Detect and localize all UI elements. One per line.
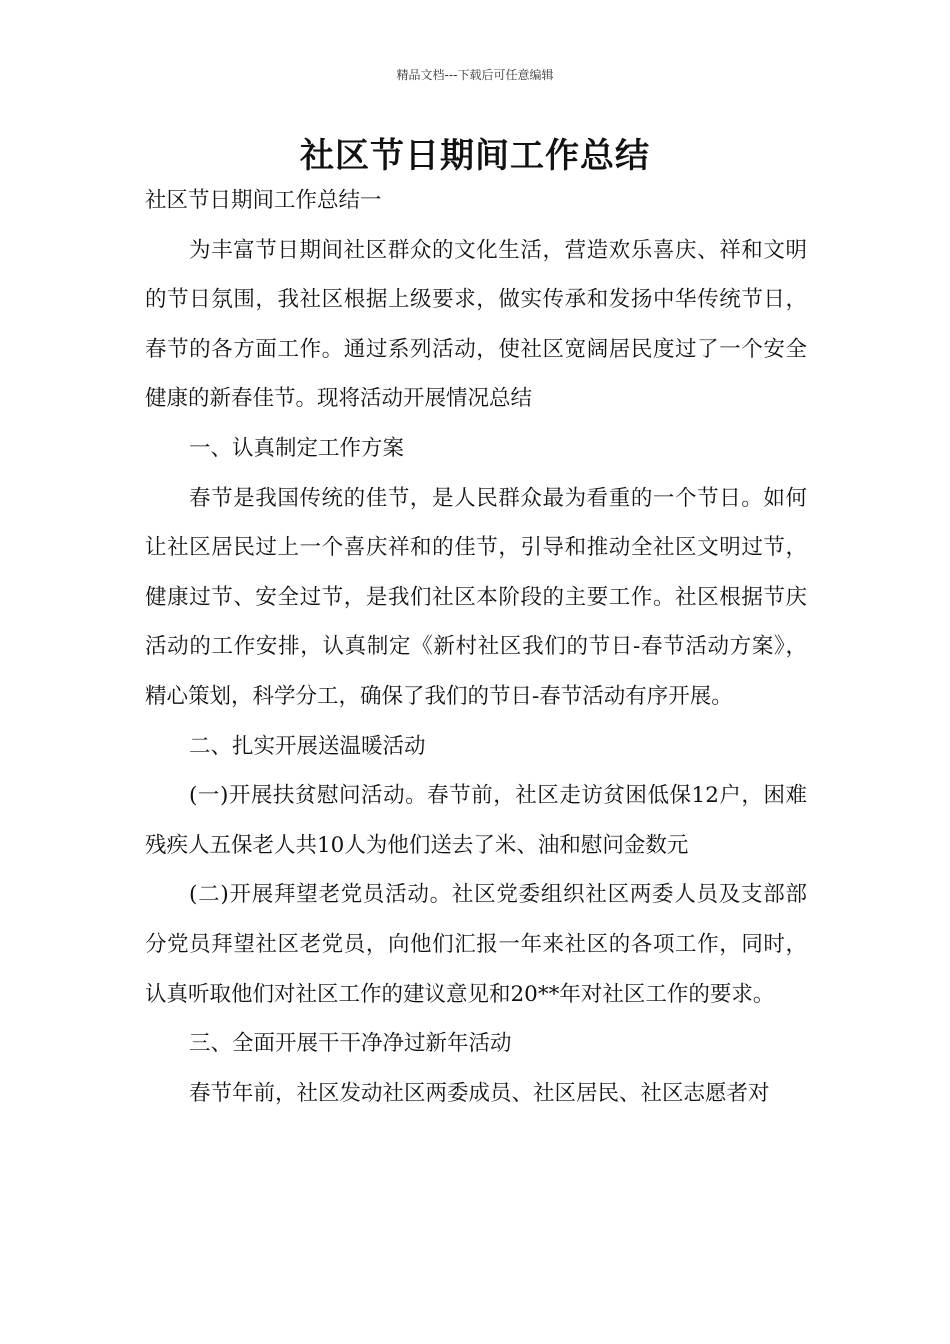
paragraph-8: 春节年前，社区发动社区两委成员、社区居民、社区志愿者对 — [189, 1080, 770, 1106]
header-note: 精品文档---下载后可任意编辑 — [396, 68, 554, 82]
document-title: 社区节日期间工作总结 — [300, 136, 650, 176]
section-heading-3: 三、全面开展干干净净过新年活动 — [189, 1031, 512, 1057]
document-body — [145, 176, 807, 1118]
section-heading-2: 二、扎实开展送温暖活动 — [189, 733, 426, 759]
paragraph-1: 为丰富节日期间社区群众的文化生活，营造欢乐喜庆、祥和文明的节日氛围，我社区根据上级要求，做实传承和发扬中华传统节日，春节的各方面工作。通过系列活动，使社区宽阔居民度过了一个安全健康的新春佳节。现将活动开展情况总结 — [145, 237, 807, 412]
paragraph-6: (二)开展拜望老党员活动。社区党委组织社区两委人员及支部部分党员拜望社区老党员，向他们汇报一年来社区的各项工作，同时，认真听取他们对社区工作的建议意见和20**年对社区工作的要求。 — [145, 882, 807, 1007]
paragraph-5: (一)开展扶贫慰问活动。春节前，社区走访贫困低保12户，困难残疾人五保老人共10人为他们送去了米、油和慰问金数元 — [145, 783, 807, 858]
paragraph-3: 春节是我国传统的佳节，是人民群众最为看重的一个节日。如何让社区居民过上一个喜庆祥和的佳节，引导和推动全社区文明过节，健康过节、安全过节，是我们社区本阶段的主要工作。社区根据节庆活动的工作安排，认真制定《新村社区我们的节日-春节活动方案》，精心策划，科学分工，确保了我们的节日-春节活动有序开展。 — [145, 485, 807, 709]
paragraph-0: 社区节日期间工作总结一 — [145, 188, 382, 213]
section-heading-1: 一、认真制定工作方案 — [189, 435, 405, 461]
